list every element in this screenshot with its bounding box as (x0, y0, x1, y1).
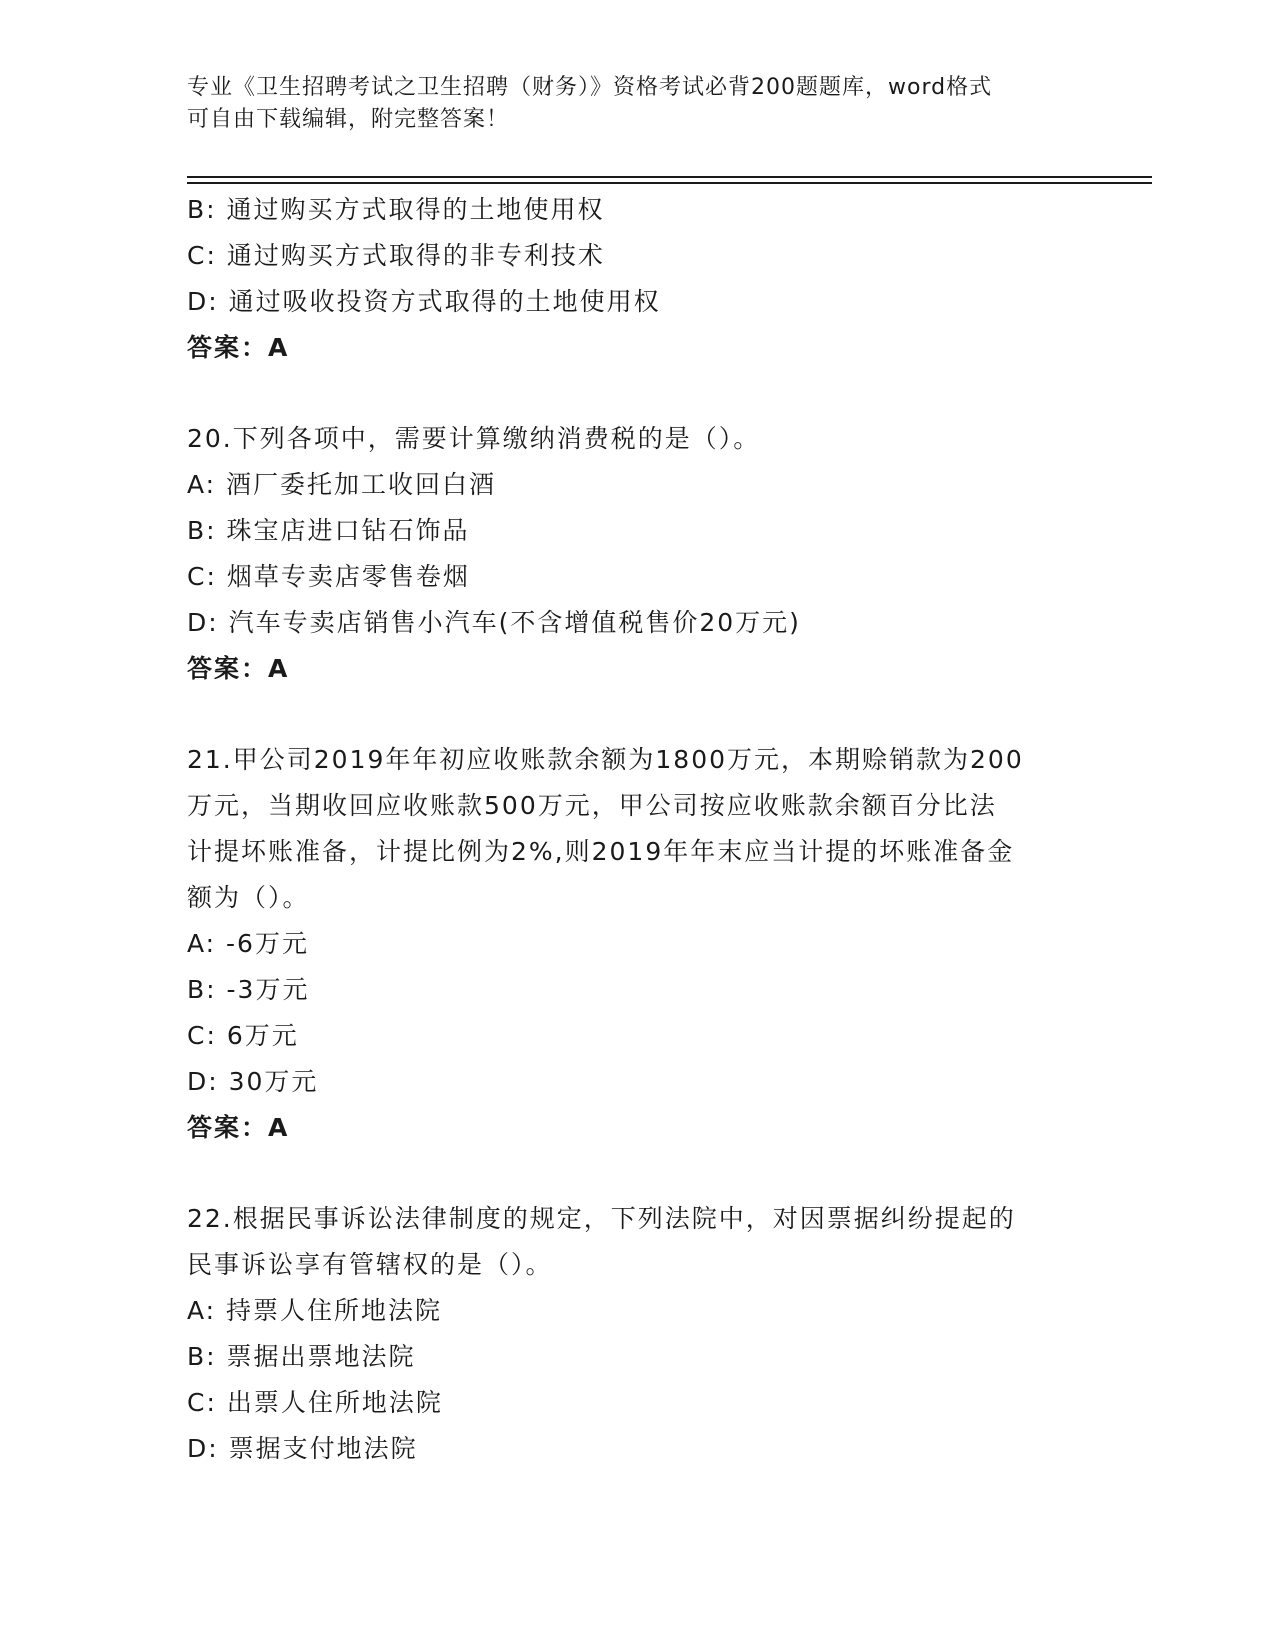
document-header (187, 72, 1067, 136)
option-c: C: 6万元 (187, 1021, 299, 1050)
header-line-2: 可自由下载编辑，附完整答案！ (187, 107, 510, 132)
option-b: B: 通过购买方式取得的土地使用权 (187, 195, 605, 224)
question-22 (187, 1196, 1067, 1472)
option-c: C: 通过购买方式取得的非专利技术 (187, 241, 605, 270)
answer-label: 答案：A (187, 654, 290, 683)
option-c: C: 出票人住所地法院 (187, 1388, 443, 1417)
question-stem-line: 计提坏账准备，计提比例为2%,则2019年年末应当计提的坏账准备金 (187, 837, 1015, 866)
option-d: D: 汽车专卖店销售小汽车(不含增值税售价20万元) (187, 608, 801, 637)
question-stem-line: 额为（）。 (187, 883, 310, 912)
option-a: A: -6万元 (187, 929, 309, 958)
option-b: B: 珠宝店进口钻石饰品 (187, 516, 470, 545)
header-line-1: 专业《卫生招聘考试之卫生招聘（财务）》资格考试必背200题题库，word格式 (187, 75, 993, 100)
spacer (187, 1151, 1067, 1196)
option-a: A: 酒厂委托加工收回白酒 (187, 470, 497, 499)
answer-label: 答案：A (187, 333, 290, 362)
question-stem-line: 万元，当期收回应收账款500万元，甲公司按应收账款余额百分比法 (187, 791, 997, 820)
question-19-tail (187, 187, 1067, 371)
answer-label: 答案：A (187, 1113, 290, 1142)
header-rule-top (187, 176, 1152, 178)
option-b: B: -3万元 (187, 975, 310, 1004)
question-stem-line: 21.甲公司2019年年初应收账款余额为1800万元，本期赊销款为200 (187, 745, 1024, 774)
question-20 (187, 416, 1067, 692)
option-a: A: 持票人住所地法院 (187, 1296, 443, 1325)
spacer (187, 692, 1067, 737)
header-rule-bottom (187, 182, 1152, 184)
question-stem-line: 22.根据民事诉讼法律制度的规定，下列法院中，对因票据纠纷提起的 (187, 1204, 1016, 1233)
question-list (187, 187, 1067, 1472)
option-c: C: 烟草专卖店零售卷烟 (187, 562, 470, 591)
question-stem: 20.下列各项中，需要计算缴纳消费税的是（）。 (187, 424, 761, 453)
question-stem-line: 民事诉讼享有管辖权的是（）。 (187, 1250, 553, 1279)
spacer (187, 371, 1067, 416)
option-d: D: 通过吸收投资方式取得的土地使用权 (187, 287, 661, 316)
option-d: D: 票据支付地法院 (187, 1434, 418, 1463)
question-21 (187, 737, 1067, 1151)
option-d: D: 30万元 (187, 1067, 319, 1096)
option-b: B: 票据出票地法院 (187, 1342, 416, 1371)
